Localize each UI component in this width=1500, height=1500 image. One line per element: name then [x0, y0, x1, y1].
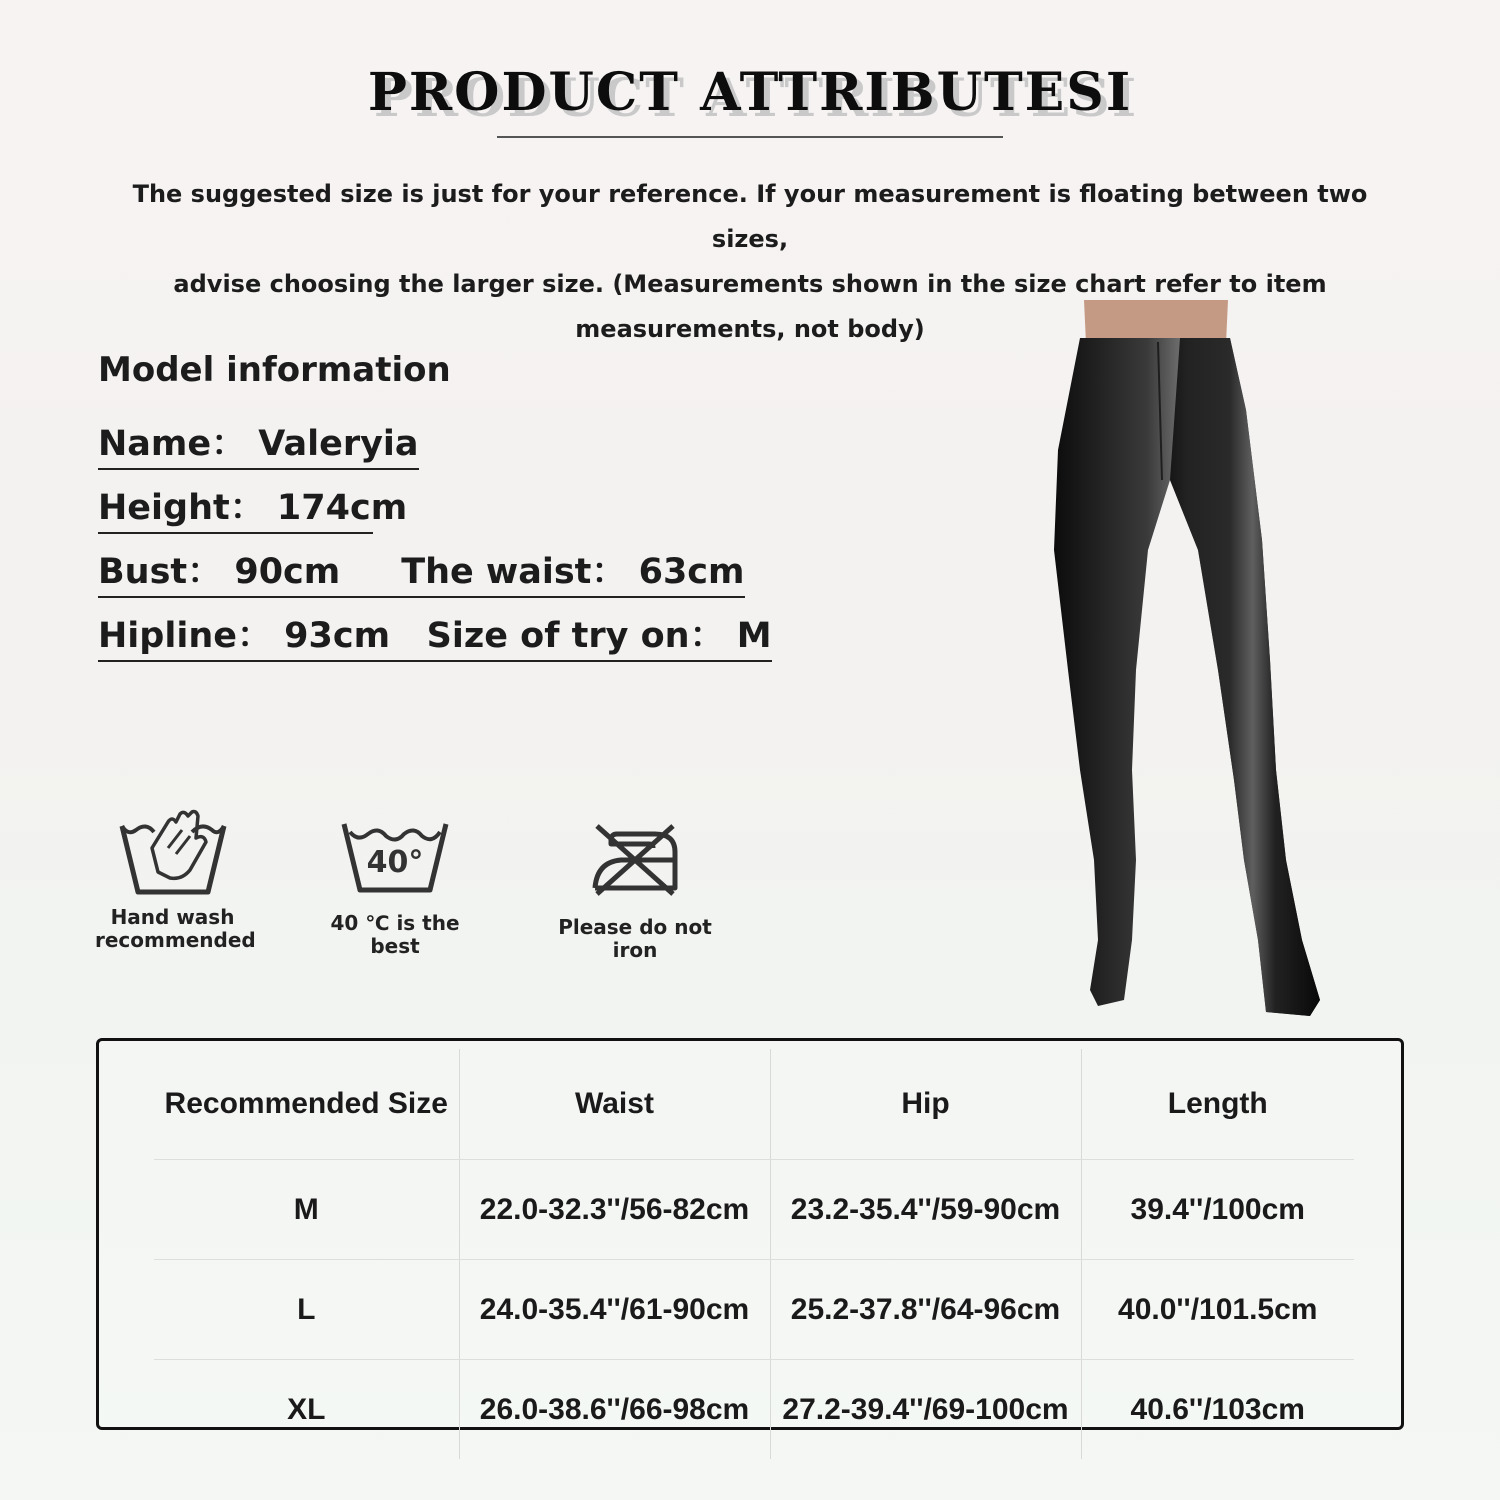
hand-wash-icon	[118, 808, 228, 898]
leggings-right-leg	[1170, 338, 1320, 1016]
length-cell: 40.0''/101.5cm	[1081, 1260, 1354, 1360]
length-cell: 40.6''/103cm	[1130, 1392, 1305, 1426]
care-hand-wash	[95, 808, 256, 952]
no-iron-icon	[589, 822, 681, 898]
model-height: Height： 174cm	[98, 480, 373, 534]
model-name: Name： Valeryia	[98, 416, 419, 470]
wash-40-icon-text: 40°	[366, 845, 424, 880]
table-row	[154, 1160, 1354, 1260]
care-wash-40	[305, 818, 485, 958]
size-cell: L	[154, 1260, 459, 1360]
length-cell: 39.4''/100cm	[1081, 1160, 1354, 1260]
model-hipline-size: Hipline： 93cm Size of try on： M	[98, 608, 772, 662]
model-bust-waist: Bust： 90cm The waist： 63cm	[98, 544, 745, 598]
waist-cell: 22.0-32.3''/56-82cm	[459, 1160, 770, 1260]
hip-cell: 27.2-39.4''/69-100cm	[770, 1360, 1081, 1460]
wash-40-icon	[340, 818, 450, 896]
size-chart-table	[154, 1049, 1354, 1459]
header-recommended-size: Recommended Size	[154, 1049, 459, 1160]
model-torso	[1084, 300, 1228, 344]
care-hand-wash-label-2: recommended	[95, 928, 256, 952]
title-divider	[497, 136, 1003, 138]
hip-cell: 25.2-37.8''/64-96cm	[770, 1260, 1081, 1360]
size-advice-line-1: The suggested size is just for your reference. If your measurement is floating between two sizes,	[132, 180, 1368, 253]
size-chart-header-row	[154, 1049, 1354, 1160]
size-advice-line-2: advise choosing the larger size. (Measurements shown in the size chart refer to item	[173, 270, 1327, 298]
header-length: Length	[1081, 1049, 1354, 1160]
page-title: PRODUCT ATTRIBUTESI	[367, 62, 1133, 123]
table-row	[154, 1360, 1354, 1460]
size-cell: M	[154, 1160, 459, 1260]
header-waist: Waist	[459, 1049, 770, 1160]
table-row	[154, 1260, 1354, 1360]
size-chart	[96, 1038, 1404, 1430]
header-hip: Hip	[770, 1049, 1081, 1160]
product-image-leggings	[1040, 300, 1380, 1030]
size-cell: XL	[154, 1360, 459, 1460]
care-no-iron-label: Please do not iron	[558, 915, 712, 962]
care-hand-wash-label-1: Hand wash	[110, 905, 235, 929]
waist-cell: 26.0-38.6''/66-98cm	[459, 1360, 770, 1460]
care-no-iron	[535, 822, 735, 962]
size-advice-line-3: measurements, not body)	[575, 315, 925, 343]
model-info-heading: Model information	[98, 350, 451, 390]
waist-cell: 24.0-35.4''/61-90cm	[459, 1260, 770, 1360]
care-wash-40-label: 40 ℃ is the best	[330, 911, 460, 958]
hip-cell: 23.2-35.4''/59-90cm	[770, 1160, 1081, 1260]
